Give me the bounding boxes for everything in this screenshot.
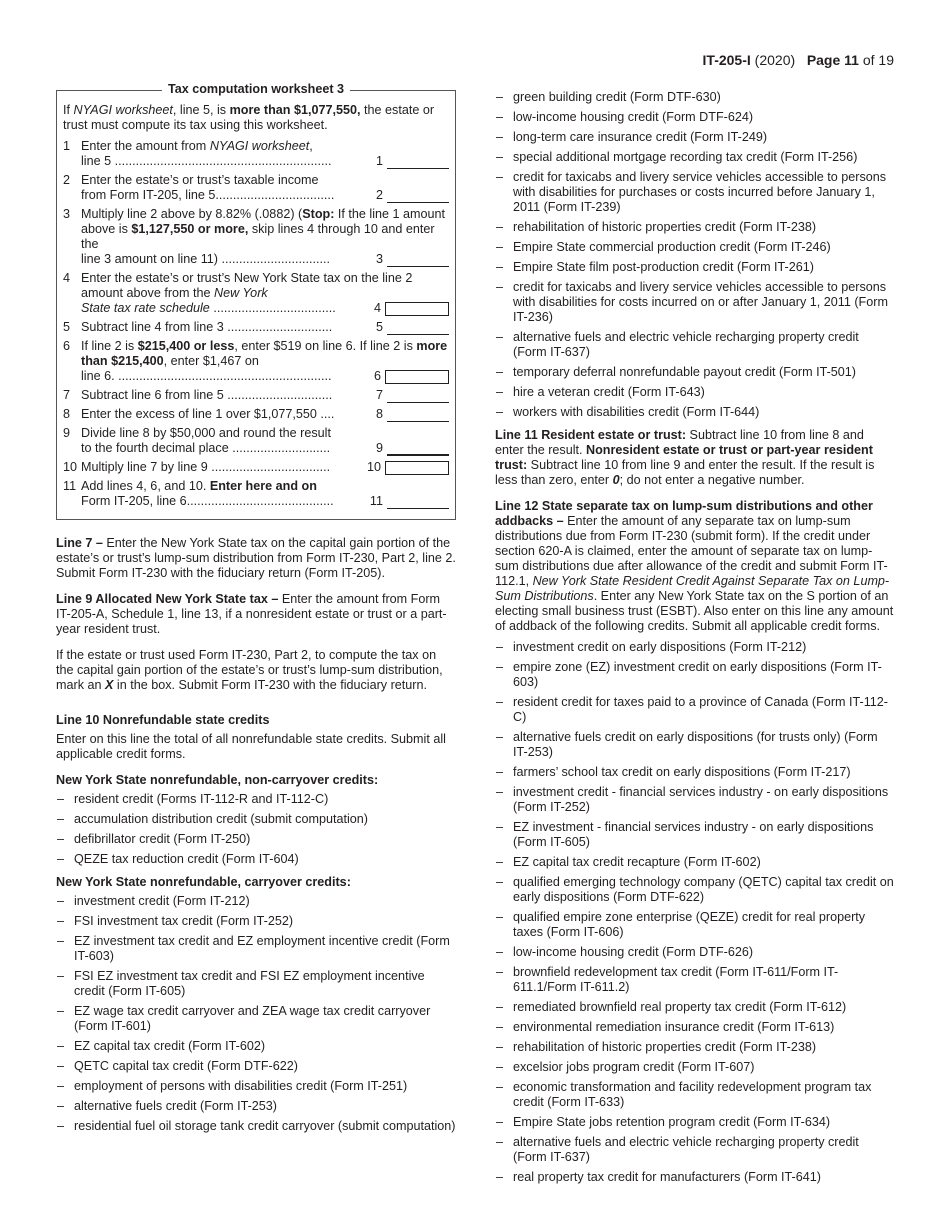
addback-credits-list bbox=[495, 640, 895, 1185]
list-item: – workers with disabilities credit (Form IT-644) bbox=[495, 405, 895, 420]
right-column bbox=[495, 90, 895, 1190]
list-item: – rehabilitation of historic properties credit (Form IT-238) bbox=[495, 1040, 895, 1055]
list-item: – brownfield redevelopment tax credit (Form IT-611/Form IT-611.1/Form IT-611.2) bbox=[495, 965, 895, 995]
list-item: – qualified emerging technology company (QETC) capital tax credit on early dispositions (Form DTF-622) bbox=[495, 875, 895, 905]
list-item: – investment credit - financial services industry - on early dispositions (Form IT-252) bbox=[495, 785, 895, 815]
worksheet-line-9: 9 Divide line 8 by $50,000 and round the result to the fourth decimal place ............................ 9 bbox=[63, 426, 449, 456]
list-item: – excelsior jobs program credit (Form IT-607) bbox=[495, 1060, 895, 1075]
carryover-heading: New York State nonrefundable, carryover credits: bbox=[56, 875, 351, 889]
list-item: – resident credit for taxes paid to a province of Canada (Form IT-112-C) bbox=[495, 695, 895, 725]
page-header bbox=[703, 53, 894, 68]
list-item: – rehabilitation of historic properties credit (Form IT-238) bbox=[495, 220, 895, 235]
line-2-entry[interactable] bbox=[387, 190, 449, 203]
worksheet-intro: If NYAGI worksheet, line 5, is more than $1,077,550, the estate or trust must compute its tax using this worksheet. bbox=[63, 103, 435, 132]
list-item: – Empire State commercial production credit (Form IT-246) bbox=[495, 240, 895, 255]
line-10-heading: Line 10 Nonrefundable state credits bbox=[56, 713, 270, 727]
list-item: – EZ capital tax credit (Form IT-602) bbox=[56, 1039, 456, 1054]
worksheet-line-4: 4 Enter the estate’s or trust’s New York State tax on the line 2 amount above from the New York State tax rate schedule ................................... 4 bbox=[63, 271, 449, 316]
list-item: – credit for taxicabs and livery service vehicles accessible to persons with disabilities for purchases or costs incurred before January 1, 2011 (Form IT-239) bbox=[495, 170, 895, 215]
list-item: – FSI investment tax credit (Form IT-252) bbox=[56, 914, 456, 929]
line-1-entry[interactable] bbox=[387, 156, 449, 169]
list-item: – EZ wage tax credit carryover and ZEA wage tax credit carryover (Form IT-601) bbox=[56, 1004, 456, 1034]
worksheet-line-1: 1 Enter the amount from NYAGI worksheet, line 5 .............................................................. 1 bbox=[63, 139, 449, 169]
line-7-entry[interactable] bbox=[387, 390, 449, 403]
worksheet-line-3: 3 Multiply line 2 above by 8.82% (.0882) (Stop: If the line 1 amount above is $1,127,550 or more, skip lines 4 through 10 and enter the line 3 amount on line 11) ............................... 3 bbox=[63, 207, 449, 267]
line-11-entry[interactable] bbox=[387, 496, 449, 509]
line-3-entry[interactable] bbox=[387, 254, 449, 267]
worksheet-line-11: 11 Add lines 4, 6, and 10. Enter here and on Form IT-205, line 6.......................................... 11 bbox=[63, 479, 449, 509]
list-item: – alternative fuels credit on early dispositions (for trusts only) (Form IT-253) bbox=[495, 730, 895, 760]
line-10-text: Enter on this line the total of all nonrefundable state credits. Submit all applicable credit forms. bbox=[56, 732, 446, 761]
list-item: – EZ investment - financial services industry - on early dispositions (Form IT-605) bbox=[495, 820, 895, 850]
list-item: – credit for taxicabs and livery service vehicles accessible to persons with disabilities for costs incurred on or after January 1, 2011 (Form IT-236) bbox=[495, 280, 895, 325]
list-item: – resident credit (Forms IT-112-R and IT-112-C) bbox=[56, 792, 456, 807]
worksheet-line-8: 8 Enter the excess of line 1 over $1,077,550 .... 8 bbox=[63, 407, 449, 422]
list-item: – accumulation distribution credit (submit computation) bbox=[56, 812, 456, 827]
list-item: – empire zone (EZ) investment credit on early dispositions (Form IT-603) bbox=[495, 660, 895, 690]
worksheet-box bbox=[56, 82, 456, 520]
list-item: – QETC capital tax credit (Form DTF-622) bbox=[56, 1059, 456, 1074]
list-item: – long-term care insurance credit (Form IT-249) bbox=[495, 130, 895, 145]
list-item: – hire a veteran credit (Form IT-643) bbox=[495, 385, 895, 400]
carryover-list-continued bbox=[495, 90, 895, 420]
left-column bbox=[56, 84, 456, 1139]
worksheet-line-6: 6 If line 2 is $215,400 or less, enter $519 on line 6. If line 2 is more than $215,400, enter $1,467 on line 6. ............................................................. 6 bbox=[63, 339, 448, 383]
list-item: – alternative fuels credit (Form IT-253) bbox=[56, 1099, 456, 1114]
page-number: Page 11 bbox=[806, 52, 859, 68]
list-item: – Empire State jobs retention program credit (Form IT-634) bbox=[495, 1115, 895, 1130]
list-item: – alternative fuels and electric vehicle recharging property credit (Form IT-637) bbox=[495, 330, 895, 360]
list-item: – EZ capital tax credit recapture (Form IT-602) bbox=[495, 855, 895, 870]
list-item: – employment of persons with disabilities credit (Form IT-251) bbox=[56, 1079, 456, 1094]
line-11-instructions: Line 11 Resident estate or trust: Subtract line 10 from line 8 and enter the result. Nonresident estate or trust or part-year resident trust: Subtract line 10 from line 9 and enter the result. If the result is less than zero, enter 0; do not enter a negative number. bbox=[495, 428, 875, 487]
worksheet-line-10: 10 Multiply line 7 by line 9 .................................. 10 bbox=[63, 460, 449, 475]
worksheet-line-7: 7 Subtract line 6 from line 5 .............................. 7 bbox=[63, 388, 449, 403]
line-9-instructions: Line 9 Allocated New York State tax – Enter the amount from Form IT-205-A, Schedule 1, line 13, if a nonresident estate or trust or a part-year resident trust. bbox=[56, 592, 447, 636]
page-total: of 19 bbox=[862, 52, 894, 68]
list-item: – remediated brownfield real property tax credit (Form IT-612) bbox=[495, 1000, 895, 1015]
line-9-box-instructions: If the estate or trust used Form IT-230, Part 2, to compute the tax on the capital gain portion of the estate’s or trust’s lump-sum distribution, mark an X in the box. Submit Form IT-230 with the fiduciary return. bbox=[56, 648, 443, 692]
list-item: – environmental remediation insurance credit (Form IT-613) bbox=[495, 1020, 895, 1035]
line-4-entry[interactable] bbox=[385, 302, 449, 316]
line-7-instructions: Line 7 – Enter the New York State tax on the capital gain portion of the estate’s or trust’s lump-sum distribution from Form IT-230, Part 2, line 2. Submit Form IT-230 with the fiduciary return (Form IT-205). bbox=[56, 536, 456, 580]
list-item: – residential fuel oil storage tank credit carryover (submit computation) bbox=[56, 1119, 456, 1134]
list-item: – farmers’ school tax credit on early dispositions (Form IT-217) bbox=[495, 765, 895, 780]
form-id: IT-205-I bbox=[702, 52, 751, 68]
list-item: – FSI EZ investment tax credit and FSI EZ employment incentive credit (Form IT-605) bbox=[56, 969, 456, 999]
worksheet-title: Tax computation worksheet 3 bbox=[162, 82, 350, 97]
list-item: – real property tax credit for manufacturers (Form IT-641) bbox=[495, 1170, 895, 1185]
list-item: – economic transformation and facility redevelopment program tax credit (Form IT-633) bbox=[495, 1080, 895, 1110]
list-item: – investment credit (Form IT-212) bbox=[56, 894, 456, 909]
line-12-instructions: Line 12 State separate tax on lump-sum distributions and other addbacks – Enter the amount of any separate tax on lump-sum distributions due from Form IT-230 (submit form). If the credit under section 620-A is claimed, enter the amount of separate tax on lump-sum distributions due after allowance of the credit and submit Form IT-112.1, New York State Resident Credit Against Separate Tax on Lump-Sum Distributions. Enter any New York State tax on the S portion of an electing small business trust (ESBT). Also enter on this line any amount of addback of the following credits. Submit all applicable credit forms. bbox=[495, 499, 894, 633]
list-item: – low-income housing credit (Form DTF-624) bbox=[495, 110, 895, 125]
list-item: – temporary deferral nonrefundable payout credit (Form IT-501) bbox=[495, 365, 895, 380]
line-8-entry[interactable] bbox=[387, 409, 449, 422]
list-item: – Empire State film post-production credit (Form IT-261) bbox=[495, 260, 895, 275]
list-item: – EZ investment tax credit and EZ employment incentive credit (Form IT-603) bbox=[56, 934, 456, 964]
worksheet-line-2: 2 Enter the estate’s or trust’s taxable income from Form IT-205, line 5.................................. 2 bbox=[63, 173, 449, 203]
line-6-entry[interactable] bbox=[385, 370, 449, 384]
list-item: – QEZE tax reduction credit (Form IT-604) bbox=[56, 852, 456, 867]
list-item: – special additional mortgage recording tax credit (Form IT-256) bbox=[495, 150, 895, 165]
list-item: – defibrillator credit (Form IT-250) bbox=[56, 832, 456, 847]
list-item: – low-income housing credit (Form DTF-626) bbox=[495, 945, 895, 960]
form-year: (2020) bbox=[754, 52, 796, 68]
line-5-entry[interactable] bbox=[387, 322, 449, 335]
list-item: – green building credit (Form DTF-630) bbox=[495, 90, 895, 105]
line-9-entry[interactable] bbox=[387, 442, 449, 456]
carryover-list bbox=[56, 894, 456, 1134]
non-carryover-list bbox=[56, 792, 456, 867]
list-item: – qualified empire zone enterprise (QEZE) credit for real property taxes (Form IT-606) bbox=[495, 910, 895, 940]
list-item: – investment credit on early dispositions (Form IT-212) bbox=[495, 640, 895, 655]
non-carryover-heading: New York State nonrefundable, non-carryover credits: bbox=[56, 773, 379, 787]
line-10-entry[interactable] bbox=[385, 461, 449, 475]
worksheet-line-5: 5 Subtract line 4 from line 3 .............................. 5 bbox=[63, 320, 449, 335]
list-item: – alternative fuels and electric vehicle recharging property credit (Form IT-637) bbox=[495, 1135, 895, 1165]
